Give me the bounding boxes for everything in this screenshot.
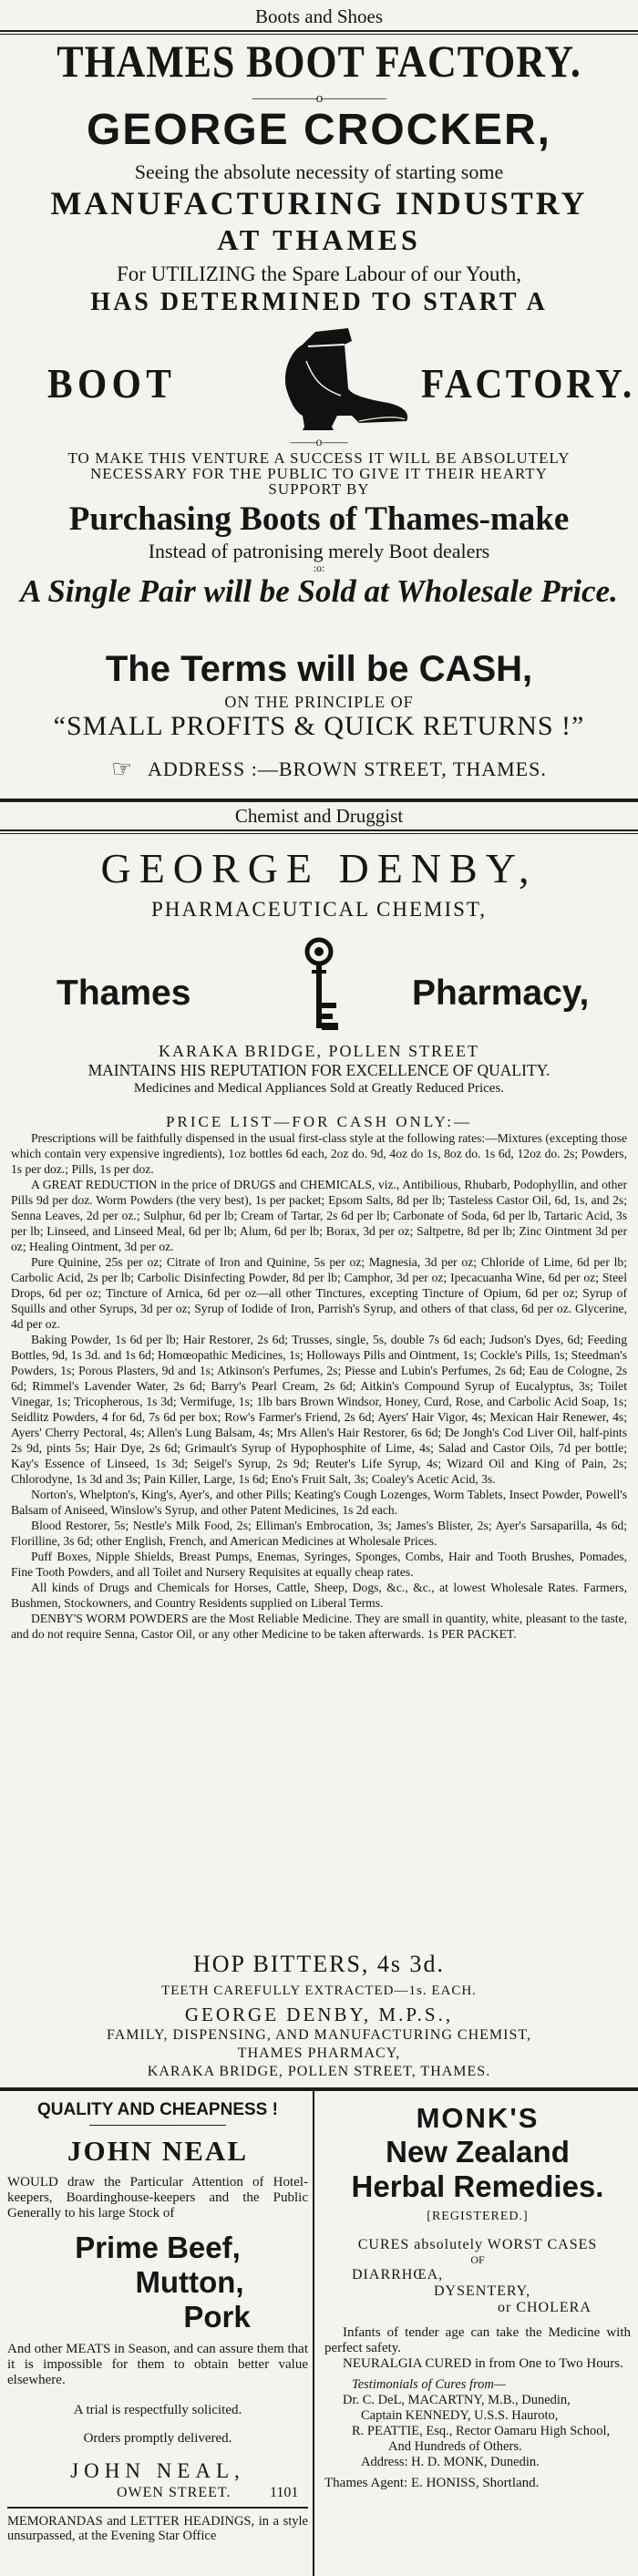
divider: :o: bbox=[313, 562, 325, 574]
chemist-name: GEORGE DENBY, bbox=[100, 845, 538, 891]
memoranda-ad: MEMORANDAS and LETTER HEADINGS, in a style unsurpassed, at the Evening Star Office bbox=[7, 2514, 308, 2543]
motto-line: “SMALL PROFITS & QUICK RETURNS !” bbox=[53, 711, 585, 741]
monk-title: New Zealand bbox=[386, 2135, 570, 2169]
reputation-line: MAINTAINS HIS REPUTATION FOR EXCELLENCE OF QUALITY. bbox=[87, 1061, 551, 1079]
address-text: ADDRESS :—BROWN STREET, THAMES. bbox=[148, 757, 547, 780]
ad-line: Seeing the absolute necessity of starting some bbox=[134, 160, 504, 183]
purchasing-line: Purchasing Boots of Thames-make bbox=[68, 500, 570, 538]
ad-line-industry: MANUFACTURING INDUSTRY bbox=[50, 185, 588, 222]
terms-line: The Terms will be CASH, bbox=[105, 649, 533, 689]
monk-text: And Hundreds of Others. bbox=[388, 2439, 522, 2454]
factory-word: FACTORY. bbox=[421, 360, 635, 407]
rule bbox=[7, 2507, 308, 2509]
price-paragraph: Baking Powder, 1s 6d per lb; Hair Restorer, 2s 6d; Trusses, single, 5s, double 7s 6d each; Judson's Dyes, 6d; Feeding Bottles, 9d, 1s 3d. and 1s 6d; Homœopathic Medicines, 1s; Holloways Pills and Ointment, 1s; Cockle's Pills, 1s; Steedman's Powders, 1s; Porous Plasters, 9d and 1s; Atkinson's Perfumes, 2s; Piesse and Lubin's Perfumes, 2s 6d; Eau de Cologne, 2s 6d; Rimmel's Lavender Water, 2s 6d; Barry's Pearl Cream, 2s 6d; Aitkin's Compound Syrup of Eucalyptus, 3s; Toilet Vinegar, 1s; Tricopherous, 1s 3d; Vermifuge, 1s; 1lb bars Brown Windsor, Honey, Curd, Rose, and Carbolic Acid Soap, 1s; Seidlitz Powders, 4 for 6d, 7s 6d per box; Row's Farmer's Friend, 2s 6d; Ayers' Hair Vigor, 4s; Mexican Hair Renewer, 4s; Ayers' Cherry Pectoral, 4s; Allen's Lung Balsam, 4s; Mrs Allen's Hair Restorer, 6s 6d; De Jongh's Cod Liver Oil, half-pints 2s 9d, pints 5s; Hair Dye, 2s 6d; Grimault's Syrup of Hypophosphite of Lime, 4s; Salad and Castor Oils, 7d per bottle; Kay's Essence of Linseed, 1s 3d; Seigel's Syrup, 2s 9d; Reuter's Life Syrup, 4s; Wizard Oil and King of Pain, 2s; Chlorodyne, 1s 3d and 3s; Pain Killer, Large, 1s 6d; Eno's Fruit Salt, 3s; Coaley's Acetic Acid, 3s. bbox=[11, 1333, 627, 1486]
neal-intro: WOULD draw the Particular Attention of Hotel-keepers, Boardinghouse-keepers and the Public Generally to his large Stock of bbox=[7, 2175, 308, 2221]
monk-text: OF bbox=[470, 2253, 485, 2266]
section-label-boots: Boots and Shoes bbox=[254, 5, 383, 27]
neal-body: And other MEATS in Season, and can assure them that it is impossible for them to obtain better value elsewhere. bbox=[7, 2342, 308, 2387]
pharmacy-location: KARAKA BRIDGE, POLLEN STREET bbox=[159, 1042, 479, 1060]
signature-line: FAMILY, DISPENSING, AND MANUFACTURING CHEMIST, bbox=[107, 2027, 531, 2043]
price-paragraph: All kinds of Drugs and Chemicals for Horses, Cattle, Sheep, Dogs, &c., &c., at lowest Wholesale Rates. Farmers, Bushmen, Stockowners, and Country Residents supplied on Liberal Terms. bbox=[11, 1581, 627, 1610]
neal-street-row bbox=[7, 2483, 308, 2503]
price-paragraph: Prescriptions will be faithfully dispensed in the usual first-class style at the following rates:—Mixtures (excepting those which contain very expensive ingredients), 1oz bottles 6d each, 2oz do. 9d, 4oz do 1s, 8oz do. 1s 6d, 12oz do. 2s; Powders, 1s per doz.; Pills, 1s per doz. bbox=[11, 1131, 627, 1176]
boot-row bbox=[11, 325, 635, 434]
neal-number: 1101 bbox=[270, 2485, 299, 2500]
pharmacy-row bbox=[11, 937, 627, 1039]
neal-trial: A trial is respectfully solicited. bbox=[73, 2403, 242, 2417]
neal-heading: QUALITY AND CHEAPNESS ! bbox=[37, 2100, 278, 2119]
rule bbox=[89, 2125, 226, 2126]
boot-factory-title: THAMES BOOT FACTORY. bbox=[57, 36, 581, 87]
rule bbox=[0, 833, 638, 834]
monk-registered: [REGISTERED.] bbox=[427, 2210, 529, 2223]
neal-signature: JOHN NEAL, bbox=[70, 2459, 245, 2482]
monk-text: DIARRHŒA, bbox=[352, 2267, 444, 2282]
monk-text: Infants of tender age can take the Medicine with perfect safety. bbox=[324, 2325, 631, 2355]
price-paragraph: DENBY'S WORM POWDERS are the Most Reliable Medicine. They are small in quantity, white, pleasant to the taste, and do not require Senna, Castor Oil, or any other Medicine to be taken afterwards. 1s PER PACKET. bbox=[11, 1612, 627, 1641]
neal-item: Pork bbox=[183, 2300, 251, 2334]
monk-remedies-ad bbox=[324, 2097, 631, 2491]
signature-line: THAMES PHARMACY, bbox=[237, 2045, 401, 2061]
ad-line-thames: AT THAMES bbox=[217, 223, 421, 256]
monk-title: MONK'S bbox=[416, 2102, 540, 2134]
section-label-chemist: Chemist and Druggist bbox=[234, 805, 404, 827]
monk-text: DYSENTERY, bbox=[434, 2283, 531, 2299]
instead-line: Instead of patronising merely Boot dealers bbox=[148, 540, 490, 562]
principle-line: ON THE PRINCIPLE OF bbox=[224, 693, 414, 711]
proprietor-name: GEORGE CROCKER, bbox=[86, 106, 552, 154]
reputation-subline: Medicines and Medical Appliances Sold at Greatly Reduced Prices. bbox=[133, 1081, 505, 1096]
rule bbox=[0, 30, 638, 32]
column-rule bbox=[313, 2091, 314, 2576]
price-list-heading: PRICE LIST—FOR CASH ONLY:— bbox=[166, 1113, 472, 1130]
neal-name: JOHN NEAL bbox=[67, 2135, 248, 2167]
address-row bbox=[11, 754, 627, 781]
monk-title: Herbal Remedies. bbox=[351, 2169, 604, 2203]
pointing-hand-icon: ☞ bbox=[111, 756, 133, 783]
rule bbox=[0, 2087, 638, 2091]
monk-text: R. PEATTIE, Esq., Rector Oamaru High School, bbox=[352, 2424, 611, 2438]
ad-line-determined: HAS DETERMINED TO START A bbox=[90, 288, 548, 316]
single-pair-line: A Single Pair will be Sold at Wholesale Price. bbox=[20, 573, 618, 609]
monk-text: Dr. C. DeL, MACARTNY, M.B., Dunedin, bbox=[343, 2393, 571, 2407]
thames-word: Thames bbox=[57, 974, 191, 1013]
divider: —————o————— bbox=[252, 91, 386, 106]
john-neal-ad bbox=[7, 2097, 308, 2543]
monk-text: or CHOLERA bbox=[498, 2300, 592, 2315]
key-icon bbox=[293, 937, 345, 1037]
ad-line: For UTILIZING the Spare Labour of our Youth, bbox=[117, 263, 521, 285]
neal-item: Prime Beef, bbox=[75, 2231, 241, 2264]
hop-bitters-line: HOP BITTERS, 4s 3d. bbox=[192, 1951, 446, 1977]
monk-text: NEURALGIA CURED in from One to Two Hours. bbox=[343, 2356, 623, 2371]
monk-text: Captain KENNEDY, U.S.S. Hauroto, bbox=[361, 2408, 559, 2423]
rule bbox=[0, 799, 638, 802]
price-list-body bbox=[11, 1130, 627, 1642]
neal-orders: Orders promptly delivered. bbox=[83, 2431, 232, 2446]
price-paragraph: Blood Restorer, 5s; Nestle's Milk Food, 2s; Elliman's Embrocation, 3s; James's Blister, 2s; Ayer's Sarsaparilla, 4s 6d; Florilline, 3s 6d; other English, French, and American Medicines at Wholesale Prices. bbox=[11, 1519, 627, 1548]
signature-line: KARAKA BRIDGE, POLLEN STREET, THAMES. bbox=[147, 2064, 491, 2079]
rule bbox=[0, 829, 638, 831]
appeal-text: TO MAKE THIS VENTURE A SUCCESS IT WILL BE ABSOLUTELY NECESSARY FOR THE PUBLIC TO GIVE IT THEIR HEARTY SUPPORT BY bbox=[67, 449, 571, 498]
monk-agent: Thames Agent: E. HONISS, Shortland. bbox=[324, 2476, 540, 2490]
monk-text: Testimonials of Cures from— bbox=[352, 2377, 506, 2392]
chemist-title: PHARMACEUTICAL CHEMIST, bbox=[150, 898, 487, 921]
signature-name: GEORGE DENBY, M.P.S., bbox=[184, 2004, 454, 2025]
neal-street: OWEN STREET. bbox=[117, 2485, 232, 2500]
neal-item: Mutton, bbox=[135, 2265, 244, 2299]
teeth-line: TEETH CAREFULLY EXTRACTED—1s. EACH. bbox=[161, 1984, 477, 1998]
price-paragraph: Norton's, Whelpton's, King's, Ayer's, and other Pills; Keating's Cough Lozenges, Worm Tablets, Insect Powder, Powell's Balsam of Aniseed, Winslow's Syrup, and other Patent Medicines, 1s 2d each. bbox=[11, 1488, 627, 1517]
reputation-block bbox=[13, 1061, 625, 1097]
monk-text: Address: H. D. MONK, Dunedin. bbox=[361, 2455, 540, 2469]
price-paragraph: Pure Quinine, 25s per oz; Citrate of Iron and Quinine, 5s per oz; Magnesia, 3d per oz; Chloride of Lime, 6d per lb; Carbolic Acid, 2s per lb; Carbolic Disinfecting Powder, 8d per lb; Camphor, 3d per oz; Ipecacuanha Wine, 6d per oz; Steel Drops, 6d per oz; Tincture of Arnica, 6d per oz—all other Tinctures, excepting Tincture of Opium, 6d per oz; Syrup of Squills and other Syrups, 3d per oz; Syrup of Iodide of Iron, Parrish's Syrup, and others of that class, 6d per oz. Glycerine, 4d per oz. bbox=[11, 1255, 627, 1331]
price-paragraph: A GREAT REDUCTION in the price of DRUGS and CHEMICALS, viz., Antibilious, Rhubarb, Podophyllin, and other Pills 9d per doz. Worm Powders (the very best), 1s per packet; Epsom Salts, 8d per lb; Tasteless Castor Oil, 6d, 1s, and 2s; Senna Leaves, 2d per oz.; Sulphur, 6d per lb; Cream of Tartar, 2s 6d per lb; Carbonate of Soda, 6d per lb, Tartaric Acid, 3s per lb; Linseed, and Linseed Meal, 6d per lb; Alum, 6d per lb; Borax, 3d per oz; Saltpetre, 8d per lb; Zinc Ointment 3d per oz; Healing Ointment, 3d per oz. bbox=[11, 1178, 627, 1253]
pharmacy-word: Pharmacy, bbox=[412, 974, 590, 1013]
price-paragraph: Puff Boxes, Nipple Shields, Breast Pumps, Enemas, Syringes, Sponges, Combs, Hair and Tooth Brushes, Pomades, Fine Tooth Powders, and all Toilet and Nursery Requisites at equally cheap rates. bbox=[11, 1550, 627, 1579]
boot-word: BOOT bbox=[47, 360, 177, 407]
monk-cures: CURES absolutely WORST CASES bbox=[357, 2237, 598, 2252]
divider: ——o—— bbox=[290, 436, 348, 449]
boot-icon bbox=[250, 325, 414, 432]
